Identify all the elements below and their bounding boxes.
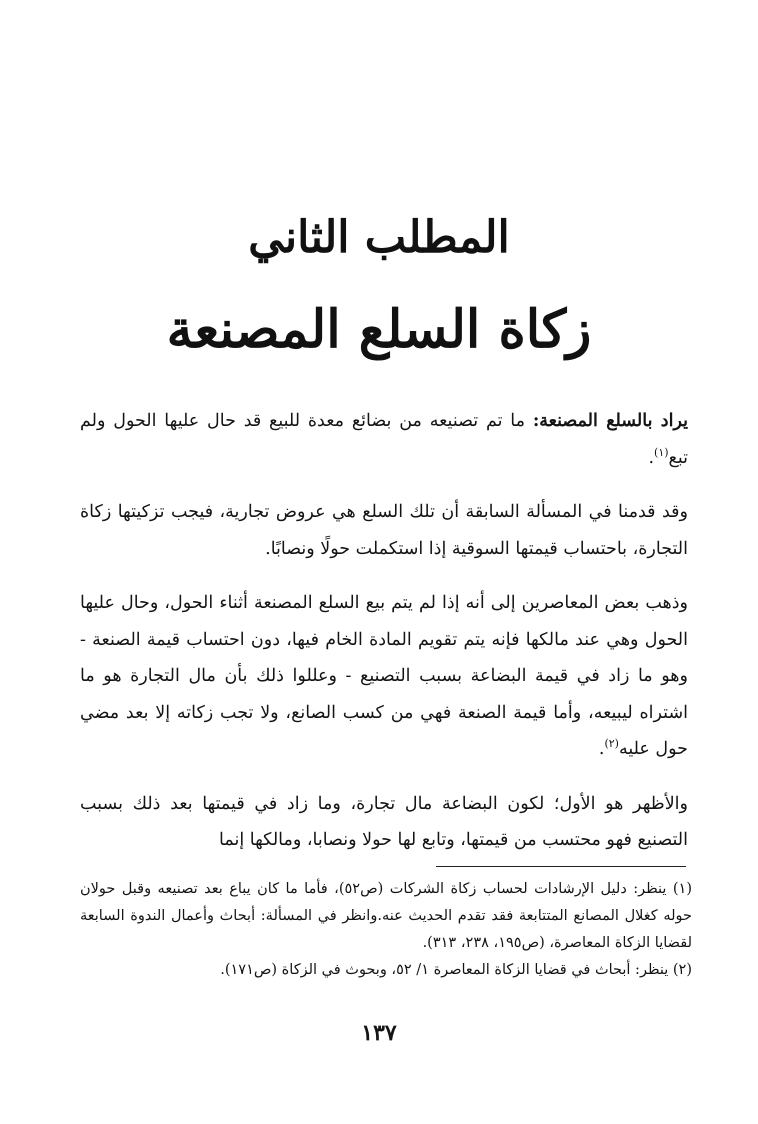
- paragraph: وقد قدمنا في المسألة السابقة أن تلك السلع هي عروض تجارية، فيجب تزكيتها زكاة التجارة، باحتساب قيمتها السوقية إذا استكملت حولًا ونصابًا.: [80, 502, 688, 559]
- paragraph-definition: [80, 403, 688, 476]
- paragraph-text: وذهب بعض المعاصرين إلى أنه إذا لم يتم بيع السلع المصنعة أثناء الحول، وحال عليها الحول وهي عند مالكها فإنه يتم تقويم المادة الخام فيها، دون احتساب قيمة الصنعة - وهو ما زاد في قيمة البضاعة بسبب التصنيع - وعللوا ذلك بأن مال التجارة هو ما اشتراه ليبيعه، وأما قيمة الصنعة فهي من كسب الصانع، ولا تجب زكاته إلا بعد مضي حول عليه: [80, 593, 688, 759]
- footnote-divider: [436, 866, 686, 867]
- footnote-text: ينظر: دليل الإرشادات لحساب زكاة الشركات (ص٥٢)، فأما ما كان يباع بعد تصنيعه وقبل حولان حوله كغلال المصانع المتتابعة فقد تقدم الحديث عنه.وانظر في المسألة: أبحاث وأعمال الندوة السابعة لقضايا الزكاة المعاصرة، (ص١٩٥، ٢٣٨، ٣١٣).: [80, 881, 692, 951]
- footnote-ref: (٢): [604, 737, 619, 751]
- footnote: [80, 876, 692, 957]
- section-heading: المطلب الثاني: [248, 212, 510, 263]
- section-title: زكاة السلع المصنعة: [166, 299, 592, 360]
- footnote: [80, 957, 692, 984]
- paragraph-end: .: [648, 447, 655, 468]
- footnotes: [80, 876, 692, 984]
- paragraph: والأظهر هو الأول؛ لكون البضاعة مال تجارة، وما زاد في قيمتها بعد ذلك بسبب التصنيع فهو محتسب من قيمتها، وتابع لها حولا ونصابا، ومالكها إنما: [80, 793, 688, 850]
- body-text: [80, 403, 688, 877]
- footnote-ref: (١): [654, 445, 669, 459]
- definition-term: يراد بالسلع المصنعة:: [532, 411, 688, 431]
- footnote-text: ينظر: أبحاث في قضايا الزكاة المعاصرة ١/ ٥٢، وبحوث في الزكاة (ص١٧١).: [220, 962, 669, 978]
- footnote-number: (٢): [672, 962, 692, 978]
- footnote-number: (١): [672, 881, 693, 897]
- paragraph-text: ما تم تصنيعه من بضائع معدة للبيع قد حال عليها الحول ولم تبع: [80, 411, 688, 468]
- paragraph: [80, 585, 688, 768]
- paragraph-end: .: [598, 739, 605, 759]
- page-number: ١٣٧: [361, 1020, 397, 1046]
